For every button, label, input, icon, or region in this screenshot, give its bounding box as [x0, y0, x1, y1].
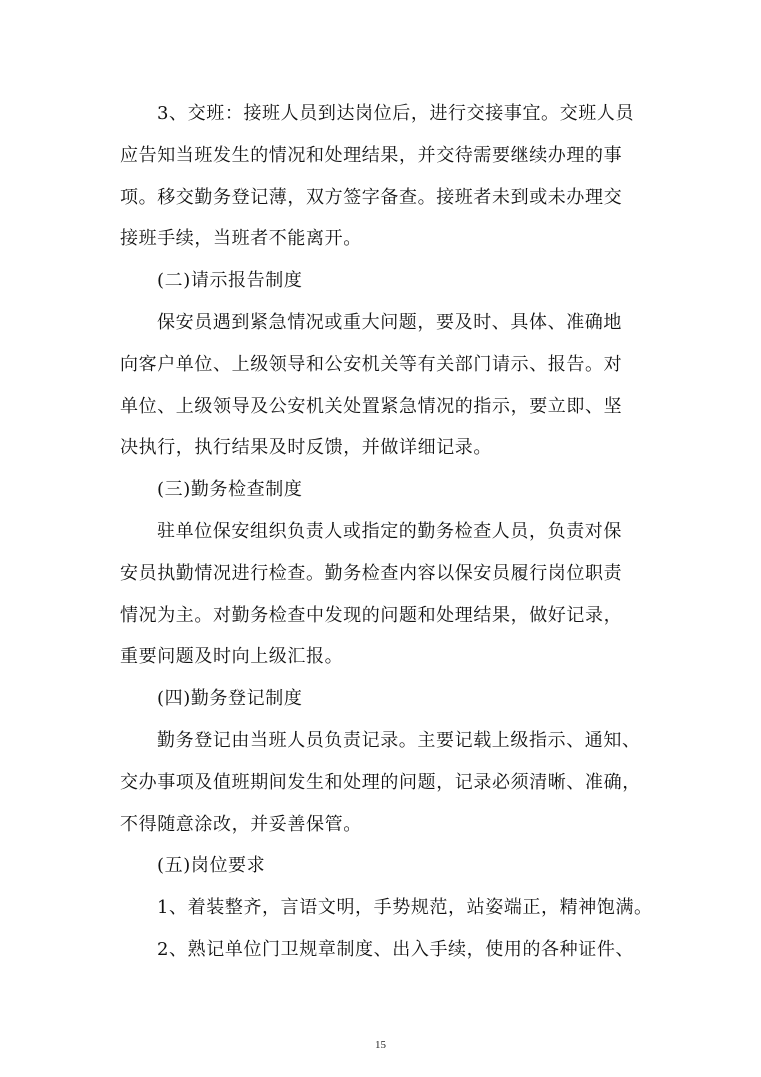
paragraph-line: 情况为主。对勤务检查中发现的问题和处理结果，做好记录，	[120, 604, 623, 626]
paragraph-line: 勤务登记由当班人员负责记录。主要记载上级指示、通知、	[157, 729, 641, 751]
list-item: 1、着装整齐，言语文明，手势规范，站姿端正，精神饱满。	[157, 897, 653, 919]
paragraph-line: 交办事项及值班期间发生和处理的问题，记录必须清晰、准确，	[120, 771, 641, 793]
paragraph-line: 重要问题及时向上级汇报。	[120, 646, 344, 668]
body-text	[120, 93, 660, 971]
list-item: 2、熟记单位门卫规章制度、出入手续，使用的各种证件、	[157, 938, 635, 960]
paragraph-line: 单位、上级领导及公安机关处置紧急情况的指示，要立即、坚	[120, 395, 623, 417]
paragraph-line: 接班手续，当班者不能离开。	[120, 228, 362, 250]
section-heading: (四)勤务登记制度	[157, 688, 303, 710]
page-number: 15	[375, 1039, 386, 1051]
paragraph-line: 不得随意涂改，并妥善保管。	[120, 813, 362, 835]
paragraph-line: 向客户单位、上级领导和公安机关等有关部门请示、报告。对	[120, 353, 623, 375]
section-heading: (五)岗位要求	[157, 855, 266, 877]
paragraph-line: 应告知当班发生的情况和处理结果，并交待需要继续办理的事	[120, 144, 623, 166]
paragraph-line: 驻单位保安组织负责人或指定的勤务检查人员，负责对保	[157, 520, 622, 542]
paragraph-line: 安员执勤情况进行检查。勤务检查内容以保安员履行岗位职责	[120, 562, 623, 584]
section-heading: (二)请示报告制度	[157, 270, 303, 292]
paragraph-line: 3、交班：接班人员到达岗位后，进行交接事宜。交班人员	[157, 103, 635, 124]
paragraph-line: 项。移交勤务登记薄，双方签字备查。接班者未到或未办理交	[120, 186, 623, 208]
paragraph-line: 保安员遇到紧急情况或重大问题，要及时、具体、准确地	[157, 311, 622, 333]
paragraph-line: 决执行，执行结果及时反馈，并做详细记录。	[120, 437, 492, 459]
section-heading: (三)勤务检查制度	[157, 479, 303, 501]
